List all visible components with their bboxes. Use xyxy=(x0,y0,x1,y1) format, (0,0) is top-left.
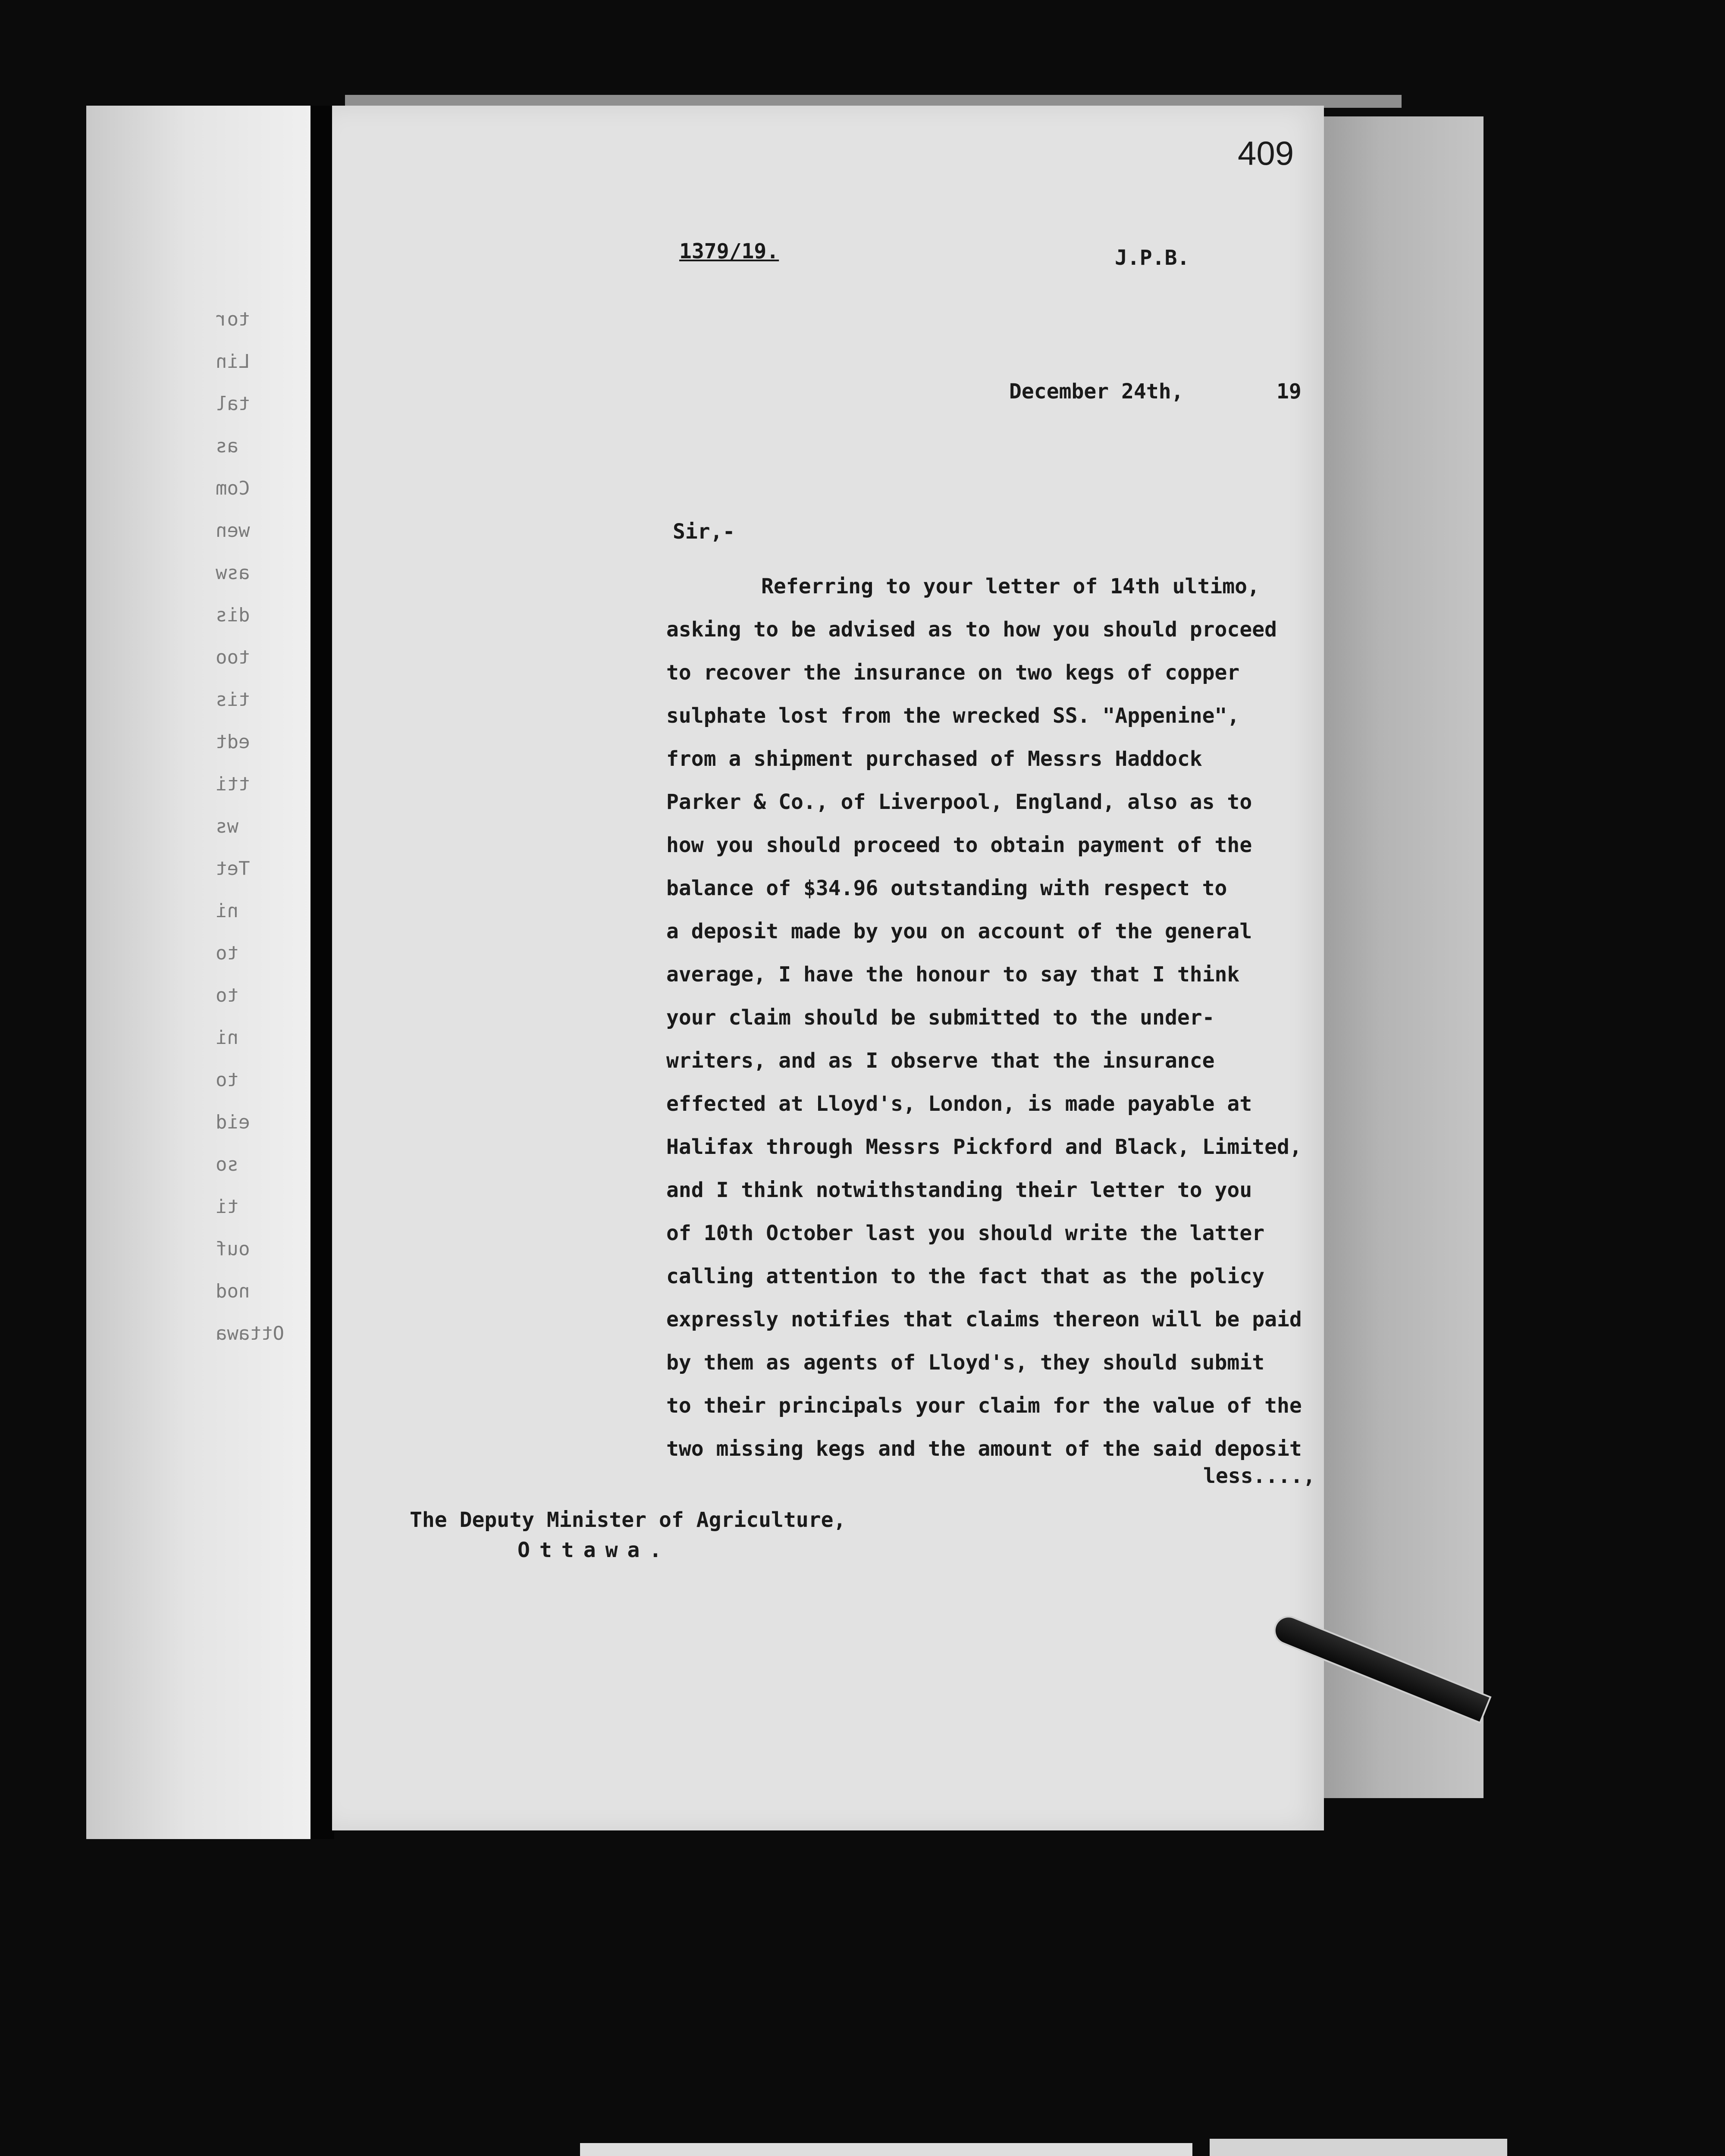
body-line: expressly notifies that claims thereon will be paid xyxy=(666,1307,1302,1332)
bleed-through-fragment: nod xyxy=(216,1280,250,1302)
body-line: sulphate lost from the wrecked SS. "Appenine", xyxy=(666,704,1240,728)
binding-spine xyxy=(310,106,334,1839)
left-facing-page xyxy=(86,106,310,1839)
bleed-through-fragment: tal xyxy=(216,393,250,415)
bleed-through-fragment: tis xyxy=(216,689,250,711)
letter-date: December 24th, xyxy=(1009,379,1184,404)
body-line: your claim should be submitted to the under- xyxy=(666,1006,1215,1030)
bleed-through-fragment: to xyxy=(216,984,238,1006)
bleed-through-fragment: ni xyxy=(216,900,238,922)
addressee-block xyxy=(410,1505,846,1565)
quality-label xyxy=(1210,2139,1507,2156)
body-line: Parker & Co., of Liverpool, England, also as to xyxy=(666,790,1252,814)
bleed-through-fragment: ni xyxy=(216,1027,238,1049)
bleed-through-fragment: tor xyxy=(216,308,250,330)
letter-body xyxy=(666,565,1302,1470)
bleed-through-fragment: Ottawa xyxy=(216,1322,284,1344)
body-line: average, I have the honour to say that I think xyxy=(666,962,1240,987)
page-number: 409 xyxy=(1238,134,1294,172)
body-line: calling attention to the fact that as the policy xyxy=(666,1264,1265,1288)
body-line: and I think notwithstanding their letter to you xyxy=(666,1178,1252,1202)
bleed-through-fragment: asw xyxy=(216,562,250,584)
bleed-through-fragment: to xyxy=(216,1069,238,1091)
addressee-name: The Deputy Minister of Agriculture, xyxy=(410,1508,846,1532)
body-line: of 10th October last you should write the latter xyxy=(666,1221,1265,1245)
body-line: Halifax through Messrs Pickford and Black, Limited, xyxy=(666,1135,1302,1159)
page-shadow xyxy=(1311,116,1484,1798)
bleed-through-fragment: edt xyxy=(216,731,250,753)
body-line: Referring to your letter of 14th ultimo, xyxy=(761,574,1260,599)
bleed-through-fragment: Lin xyxy=(216,351,250,373)
bleed-through-fragment: Tet xyxy=(216,858,250,880)
initials: J.P.B. xyxy=(1115,246,1190,270)
body-line: to their principals your claim for the value of the xyxy=(666,1394,1302,1418)
bleed-through-fragment: ws xyxy=(216,815,238,837)
body-line: effected at Lloyd's, London, is made payable at xyxy=(666,1092,1252,1116)
body-line: from a shipment purchased of Messrs Haddock xyxy=(666,747,1202,771)
body-line: two missing kegs and the amount of the said deposit xyxy=(666,1437,1302,1461)
body-line: by them as agents of Lloyd's, they should submit xyxy=(666,1351,1265,1375)
body-line: to recover the insurance on two kegs of copper xyxy=(666,661,1240,685)
bleed-through-fragment: to xyxy=(216,942,238,964)
bleed-through-fragment: dis xyxy=(216,604,250,626)
bleed-through-fragment: eid xyxy=(216,1111,250,1133)
file-number: 1379/19. xyxy=(679,239,779,263)
bleed-through-fragment: ouf xyxy=(216,1238,250,1260)
body-line: asking to be advised as to how you should proceed xyxy=(666,617,1277,642)
addressee-city: Ottawa. xyxy=(518,1538,671,1562)
body-line: writers, and as I observe that the insurance xyxy=(666,1049,1215,1073)
body-line: balance of $34.96 outstanding with respect to xyxy=(666,876,1227,900)
body-line: how you should proceed to obtain payment of the xyxy=(666,833,1252,857)
bleed-through-fragment: too xyxy=(216,646,250,668)
closing-text: less...., xyxy=(1203,1464,1316,1488)
bleed-through-fragment: Com xyxy=(216,477,250,499)
bleed-through-fragment: as xyxy=(216,435,238,457)
bleed-through-fragment: so xyxy=(216,1153,238,1175)
bleed-through-fragment: ti xyxy=(216,1196,238,1218)
year-fragment: 19 xyxy=(1276,379,1302,404)
salutation: Sir,- xyxy=(673,520,735,544)
body-line: a deposit made by you on account of the general xyxy=(666,919,1252,943)
department-label xyxy=(580,2143,1192,2156)
bleed-through-fragment: tti xyxy=(216,773,250,795)
bleed-through-fragment: wen xyxy=(216,520,250,542)
